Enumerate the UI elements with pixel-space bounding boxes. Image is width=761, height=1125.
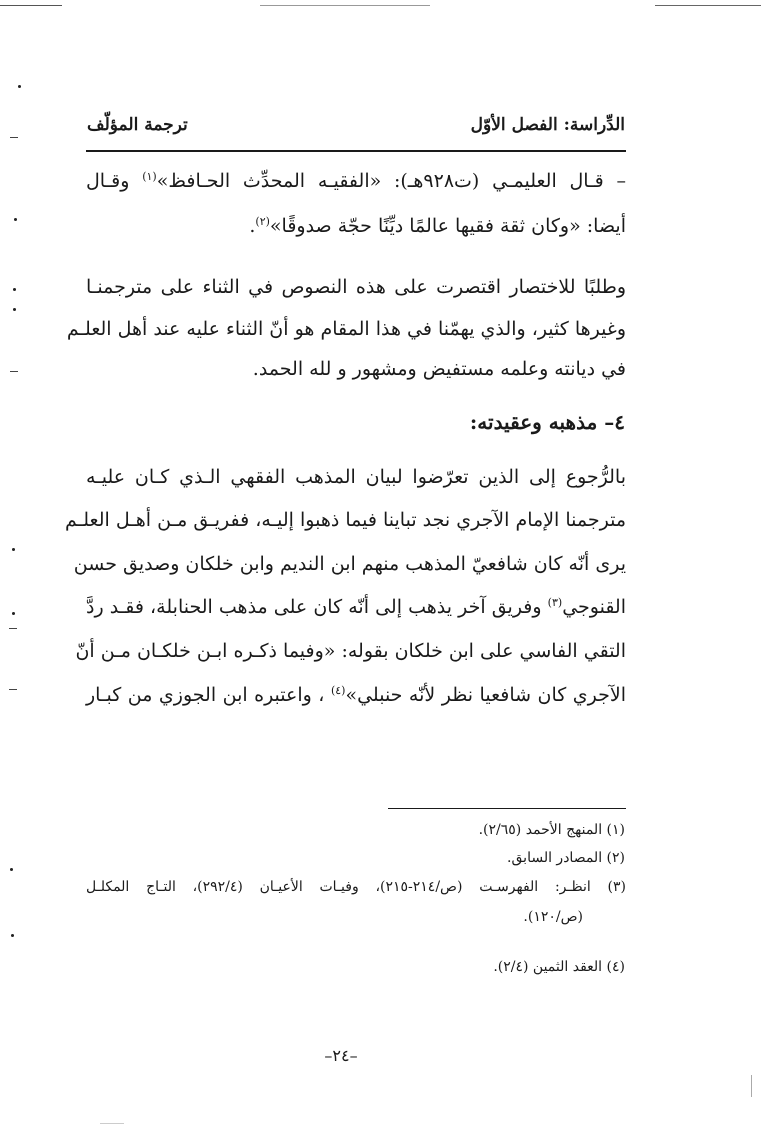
footnote-2: (٢) المصادر السابق. [507,850,625,866]
footnote-1: (١) المنهج الأحمد (٢/٦٥). [478,822,625,838]
body-line-8: يرى أنّه كان شافعيّ المذهب منهم ابن النديم وابن خلكان وصديق حسن [73,553,626,575]
body-line-5: في ديانته وعلمه مستفيض ومشهور و لله الحمد. [252,358,626,380]
scan-speck [10,137,18,138]
scan-edge-line [655,5,761,6]
body-line-2: أيضا: «وكان ثقة فقيها عالمًا ديِّنًا حجّة صدوقًا»$^{(٢)}$. [249,215,626,237]
scan-speck [9,689,17,690]
footnote-ref-4: (٤) [330,684,346,697]
footnote-3-continued: (ص/١٢٠). [523,909,583,925]
footnote-divider [388,808,626,809]
body-line-7: مترجمنا الإمام الآجري نجد تباينا فيما ذهبوا إليـه، ففريـق مـن أهـل العلـم [65,509,626,531]
scan-speck [11,934,14,937]
body-line-6: بالرُّجوع إلى الذين تعرّضوا لبيان المذهب الفقهي الـذي كـان عليـه [86,466,626,488]
scan-speck [18,85,21,88]
scan-speck [13,308,16,311]
scan-speck [13,288,16,291]
body-line-3: وطلبًا للاختصار اقتصرت على هذه النصوص في الثناء على مترجمنـا [86,276,626,298]
section-heading: ٤– مذهبه وعقيدته: [469,410,625,434]
running-header-title: ترجمة المؤلّف [87,115,188,135]
header-divider [86,150,626,152]
scan-edge-line [0,5,62,6]
scan-speck [14,218,17,221]
body-line-11: الآجري كان شافعيا نظر لأنّه حنبلي»$^{(٤)}$ ، واعتبره ابن الجوزي من كبـار [86,684,627,706]
body-line-9: القنوجي$^{(٣)}$ وفريق آخر يذهب إلى أنّه كان على مذهب الحنابلة، فقـد ردَّ [86,596,626,618]
body-line-4: وغيرها كثير، والذي يهمّنا في هذا المقام هو أنّ الثناء عليه عند أهل العلـم [66,318,626,340]
body-line-10: التقي الفاسي على ابن خلكان بقوله: «وفيما ذكـره ابـن خلكـان مـن أنّ [75,640,626,662]
page-number: –٢٤– [324,1046,358,1065]
footnote-ref-3: (٣) [547,596,563,609]
scan-speck [12,612,15,615]
scan-speck [10,371,18,372]
body-line-1: – قـال العليمـي (ت٩٢٨هـ): «الفقيـه المحدِّث الحـافظ»$^{(١)}$ وقـال [86,170,626,192]
scan-speck [9,628,17,629]
scan-edge-line [260,5,430,6]
scan-edge-line [100,1123,124,1124]
running-header-section: الدِّراسة: الفصل الأوّل [470,115,625,135]
footnote-ref-1: (١) [142,170,157,183]
footnote-ref-2: (٢) [255,215,270,228]
footnote-3: (٣) انظـر: الفهرسـت (ص/٢١٤-٢١٥)، وفيـات الأعيـان (٢٩٢/٤)، التـاج المكلـل [86,879,626,895]
scan-speck [10,868,13,871]
scan-speck [12,548,15,551]
scan-edge-line [751,1075,752,1097]
footnote-4: (٤) العقد الثمين (٢/٤). [493,959,625,975]
